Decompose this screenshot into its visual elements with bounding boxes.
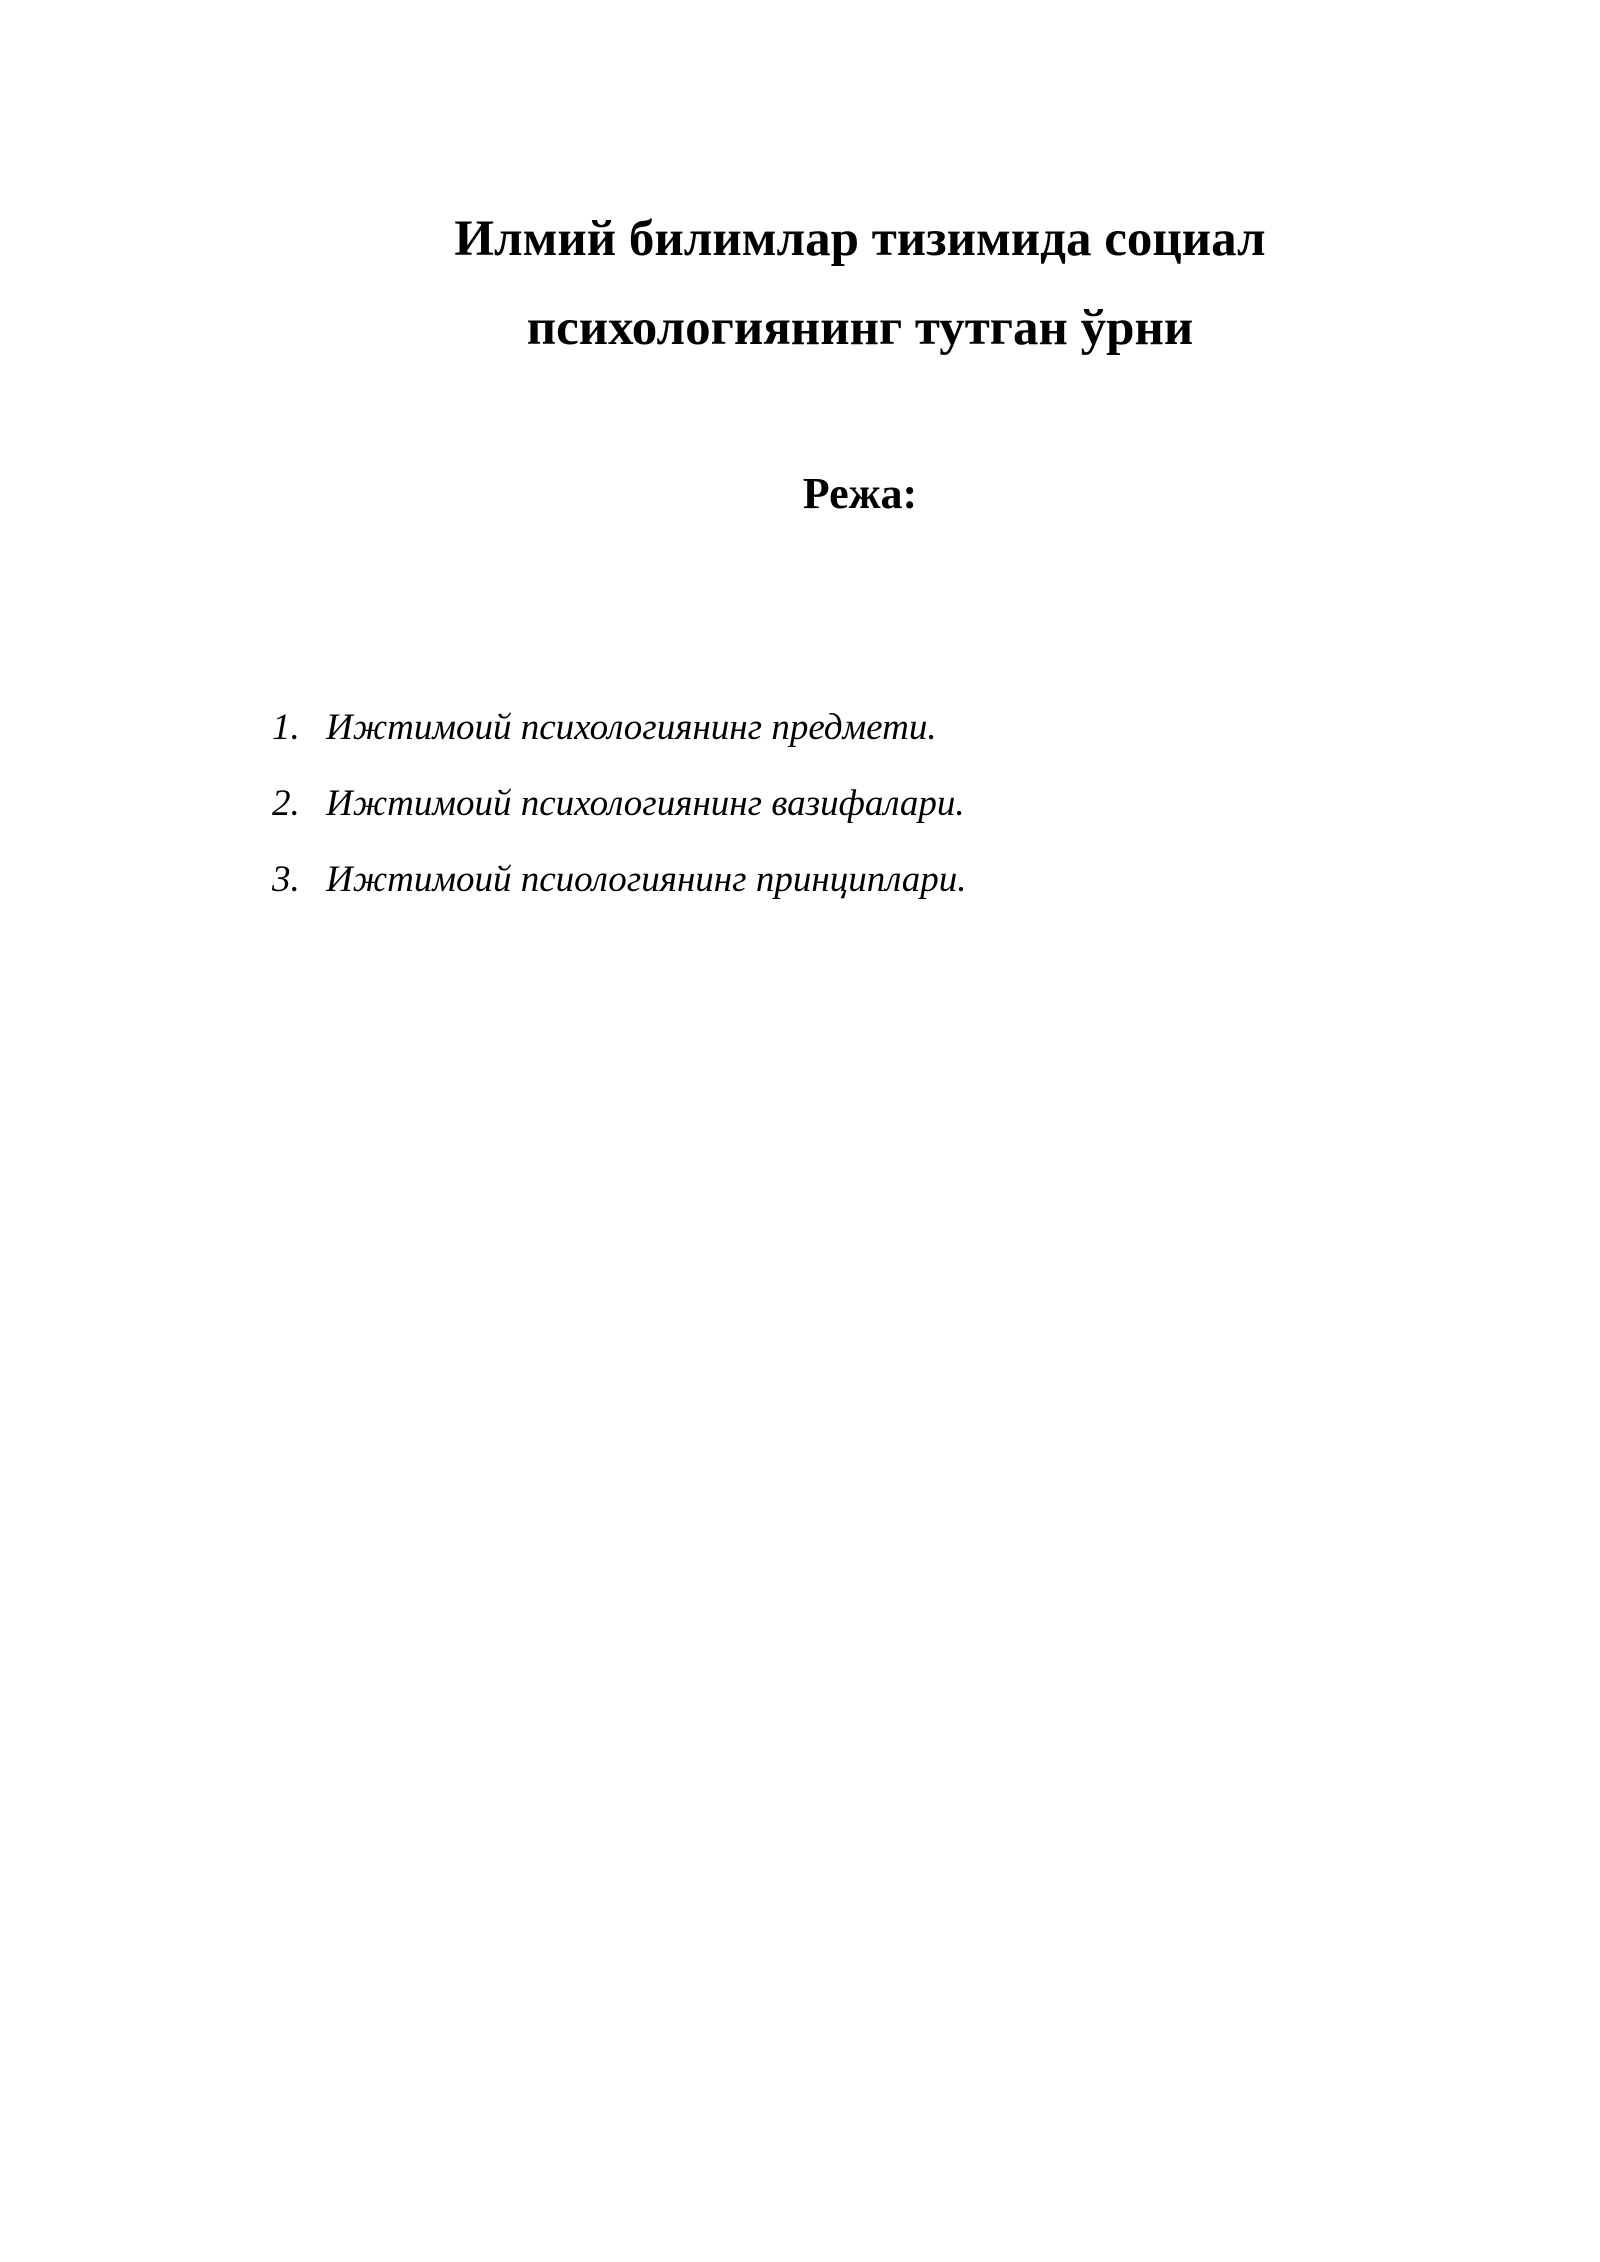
- title-line-1: Илмий билимлар тизимида социал: [454, 211, 1266, 267]
- plan-item-text: Ижтимоий псиологиянинг принциплари.: [326, 859, 967, 900]
- plan-item-number: 1.: [272, 707, 300, 748]
- plan-list: [272, 690, 967, 918]
- plan-item-text: Ижтимоий психологиянинг вазифалари.: [326, 783, 965, 824]
- plan-item: [272, 766, 967, 842]
- plan-item-text: Ижтимоий психологиянинг предмети.: [326, 707, 937, 748]
- title-line-2: психологиянинг тутган ўрни: [526, 300, 1194, 356]
- plan-item-number: 3.: [272, 859, 300, 900]
- plan-heading: Режа:: [802, 469, 918, 518]
- plan-item: [272, 842, 967, 918]
- plan-item-number: 2.: [272, 783, 300, 824]
- document-title: [0, 195, 1600, 373]
- plan-item: [272, 690, 967, 766]
